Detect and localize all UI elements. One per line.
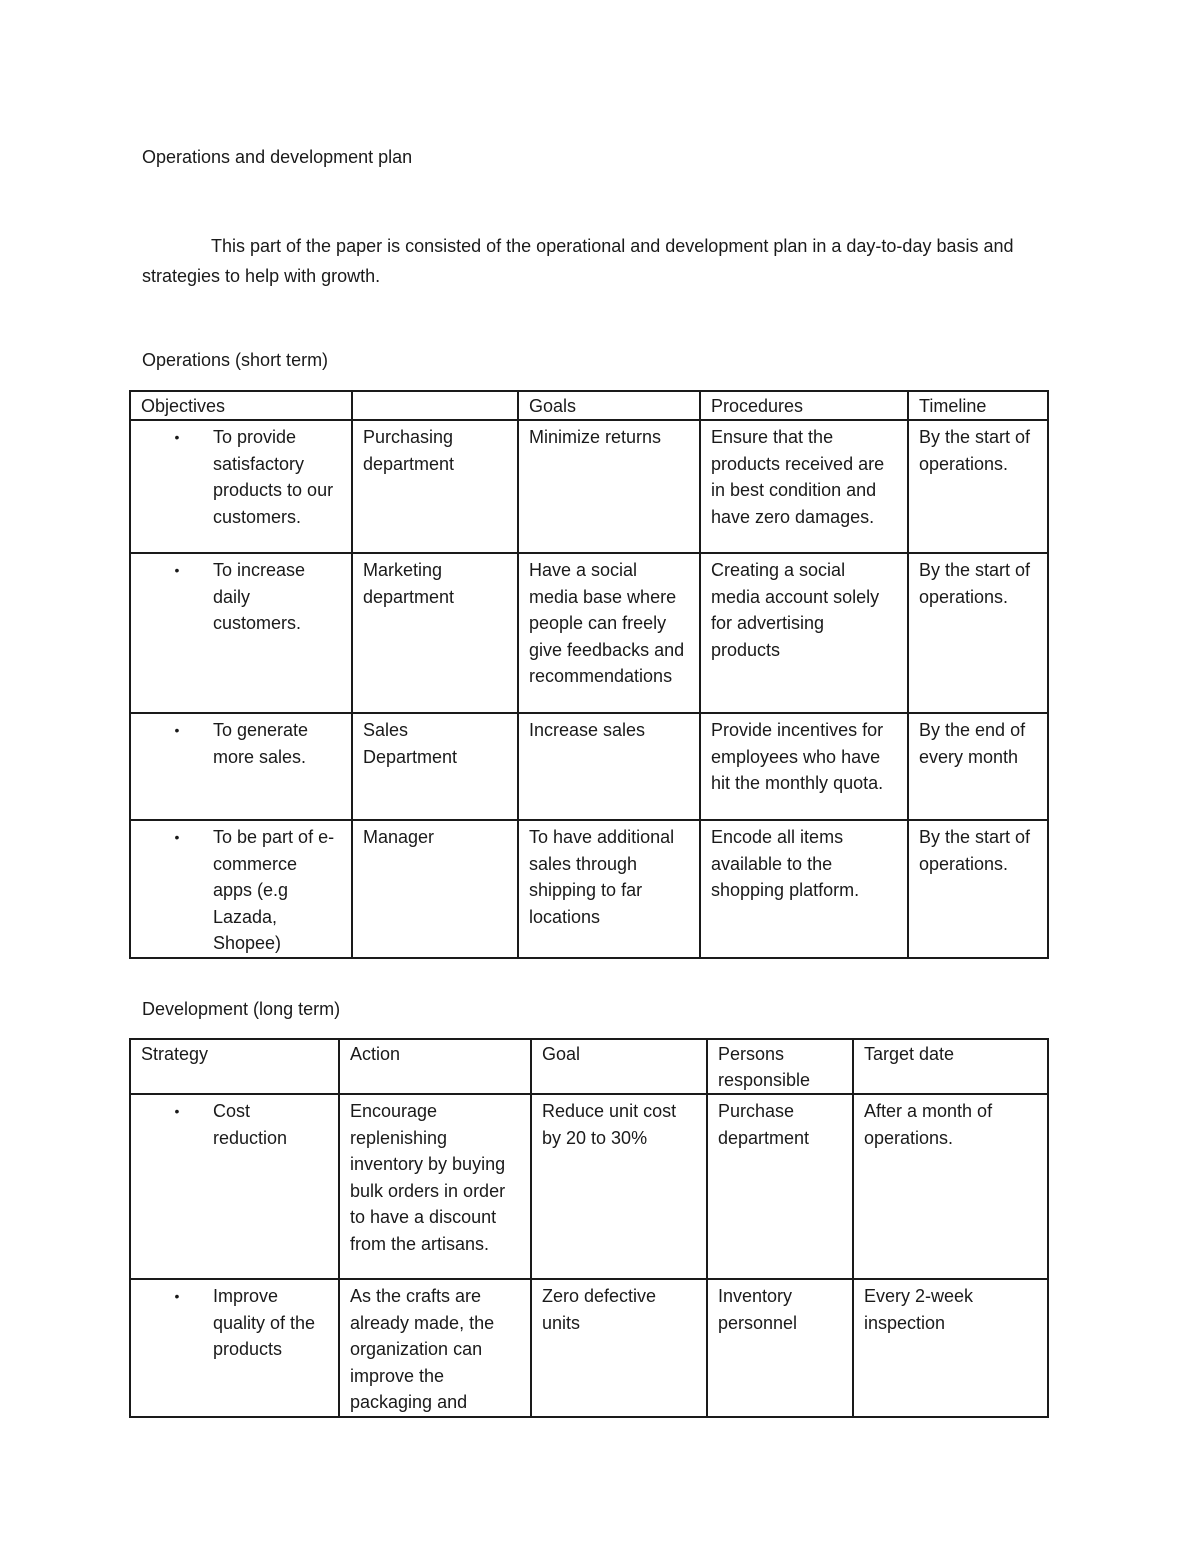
procedure-cell: Creating a social media account solely for advertising products — [700, 553, 908, 713]
department-cell: Marketing department — [352, 553, 518, 713]
department-cell: Sales Department — [352, 713, 518, 820]
table-row — [130, 1279, 1048, 1417]
objective-text: To generate more sales. — [213, 720, 309, 767]
timeline-cell: By the end of every month — [908, 713, 1048, 820]
objective-cell — [130, 820, 352, 958]
operations-heading: Operations (short term) — [142, 350, 329, 370]
procedure-cell: Encode all items available to the shopping platform. — [700, 820, 908, 958]
bullet-icon: • — [174, 829, 180, 845]
objective-text: To increase daily customers. — [213, 560, 306, 633]
bullet-icon: • — [174, 1288, 180, 1304]
timeline-cell: By the start of operations. — [908, 820, 1048, 958]
strategy-text: Improve quality of the products — [213, 1286, 316, 1359]
strategy-text: Cost reduction — [213, 1101, 288, 1148]
timeline-cell: By the start of operations. — [908, 420, 1048, 553]
header-cell-action: Action — [339, 1039, 531, 1094]
target-date-cell: After a month of operations. — [853, 1094, 1048, 1279]
header-cell-goal: Goal — [531, 1039, 707, 1094]
persons-cell: Purchase department — [707, 1094, 853, 1279]
header-cell-goals: Goals — [518, 391, 700, 420]
objective-text: To provide satisfactory products to our customers. — [213, 427, 334, 527]
department-cell: Manager — [352, 820, 518, 958]
header-cell-procedures: Procedures — [700, 391, 908, 420]
strategy-cell — [130, 1279, 339, 1417]
table-header-row — [130, 1039, 1048, 1094]
table-row — [130, 820, 1048, 958]
header-cell-persons-responsible: Persons responsible — [707, 1039, 853, 1094]
header-cell-objectives: Objectives — [130, 391, 352, 420]
development-heading: Development (long term) — [142, 999, 341, 1019]
action-cell: As the crafts are already made, the organization can improve the packaging and — [339, 1279, 531, 1417]
table-row — [130, 420, 1048, 553]
bullet-icon: • — [174, 1103, 180, 1119]
table-row — [130, 713, 1048, 820]
goal-cell: Have a social media base where people can freely give feedbacks and recommendations — [518, 553, 700, 713]
objective-cell — [130, 713, 352, 820]
goal-cell: Increase sales — [518, 713, 700, 820]
department-cell: Purchasing department — [352, 420, 518, 553]
development-table — [129, 1038, 1049, 1418]
header-cell-target-date: Target date — [853, 1039, 1048, 1094]
intro-paragraph: This part of the paper is consisted of the operational and development plan in a day-to-day basis and strategies to help with growth. — [142, 236, 1014, 286]
procedure-cell: Ensure that the products received are in best condition and have zero damages. — [700, 420, 908, 553]
goal-cell: Minimize returns — [518, 420, 700, 553]
bullet-icon: • — [174, 722, 180, 738]
bullet-icon: • — [174, 429, 180, 445]
procedure-cell: Provide incentives for employees who have hit the monthly quota. — [700, 713, 908, 820]
header-cell-department — [352, 391, 518, 420]
document-title: Operations and development plan — [142, 147, 413, 167]
table-header-row — [130, 391, 1048, 420]
header-cell-timeline: Timeline — [908, 391, 1048, 420]
goal-cell: To have additional sales through shipping to far locations — [518, 820, 700, 958]
table-row — [130, 1094, 1048, 1279]
persons-cell: Inventory personnel — [707, 1279, 853, 1417]
header-cell-strategy: Strategy — [130, 1039, 339, 1094]
objective-text: To be part of e-commerce apps (e.g Lazada, Shopee) — [213, 827, 335, 953]
timeline-cell: By the start of operations. — [908, 553, 1048, 713]
target-date-cell: Every 2-week inspection — [853, 1279, 1048, 1417]
operations-table — [129, 390, 1049, 959]
action-cell: Encourage replenishing inventory by buying bulk orders in order to have a discount from the artisans. — [339, 1094, 531, 1279]
goal-cell: Zero defective units — [531, 1279, 707, 1417]
objective-cell — [130, 420, 352, 553]
bullet-icon: • — [174, 562, 180, 578]
objective-cell — [130, 553, 352, 713]
strategy-cell — [130, 1094, 339, 1279]
goal-cell: Reduce unit cost by 20 to 30% — [531, 1094, 707, 1279]
table-row — [130, 553, 1048, 713]
